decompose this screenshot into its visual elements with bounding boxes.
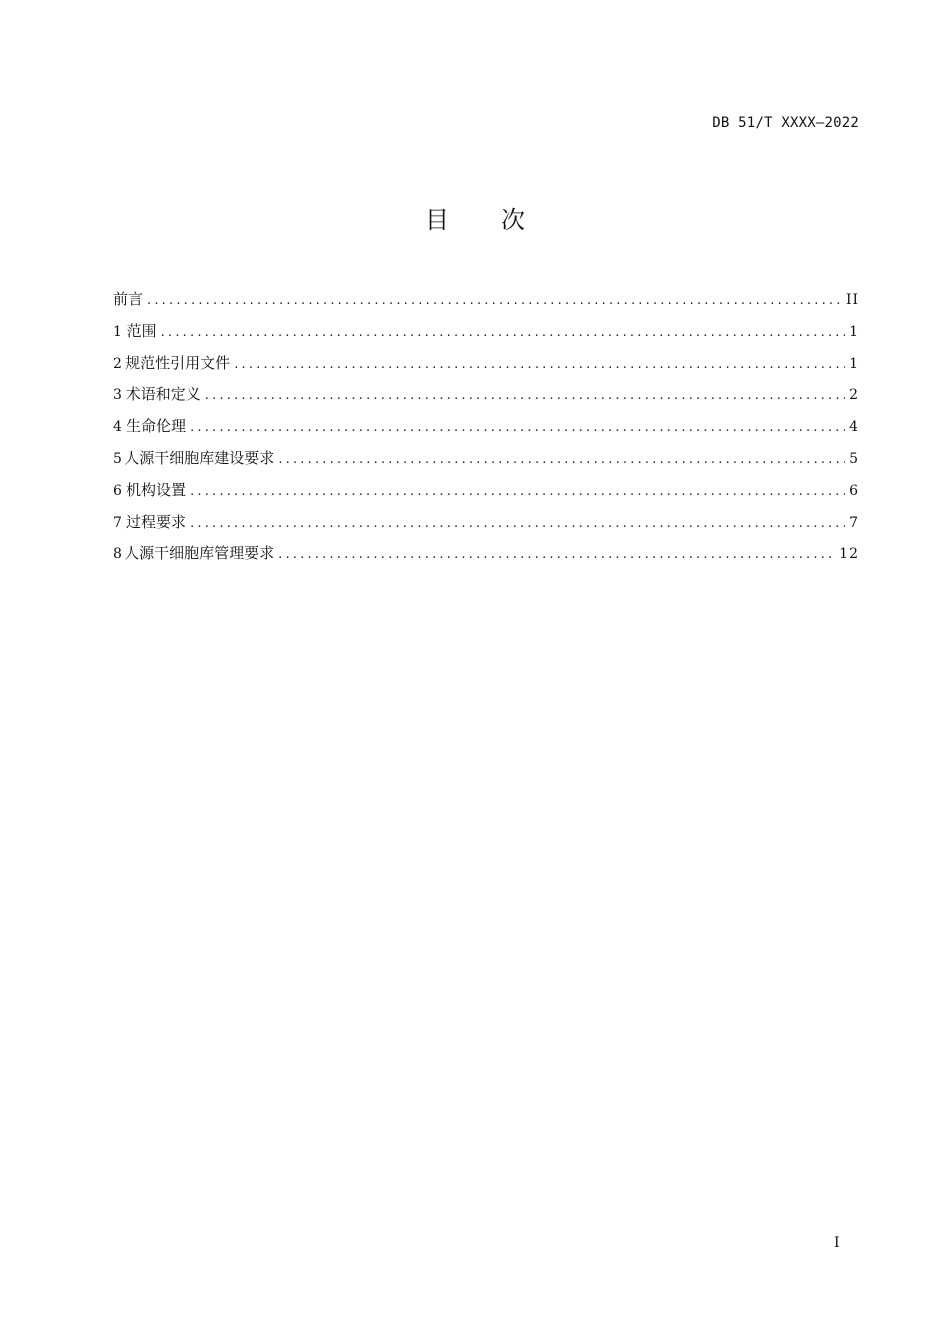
toc-entry-label[interactable]: 术语和定义 (125, 385, 201, 404)
toc-entry-page: 7 (849, 514, 859, 531)
toc-entry-number: 1 (113, 323, 122, 340)
toc-entry-label[interactable]: 范围 (126, 321, 157, 340)
toc-leader-dots (190, 480, 845, 504)
toc-entry-page: 1 (849, 323, 859, 340)
toc-entry-number: 6 (113, 482, 122, 499)
toc-leader-dots (234, 353, 845, 377)
toc-leader-dots (190, 512, 845, 536)
toc-entry-label[interactable]: 过程要求 (126, 512, 187, 531)
page-number: I (834, 1235, 840, 1251)
toc-entry-foreword[interactable] (113, 287, 859, 319)
toc-leader-dots (190, 416, 845, 440)
toc-entry-process-requirements[interactable] (113, 510, 859, 542)
toc-entry-bank-construction[interactable] (113, 446, 859, 478)
toc-entry-number: 7 (113, 514, 122, 531)
toc-entry-page: II (845, 292, 859, 308)
toc-entry-number: 4 (113, 419, 122, 436)
toc-title-char: 次 (501, 206, 525, 234)
toc-entry-bioethics[interactable] (113, 414, 859, 446)
toc-title (0, 200, 950, 235)
toc-entry-normative-references[interactable] (113, 351, 859, 383)
toc-leader-dots (205, 384, 845, 408)
toc-entry-page: 5 (849, 450, 859, 467)
toc-entry-organization[interactable] (113, 478, 859, 510)
toc-leader-dots (161, 321, 845, 345)
toc-entry-number: 3 (113, 387, 122, 404)
toc-entry-page: 4 (849, 419, 859, 436)
toc-entry-label[interactable]: 前言 (113, 290, 144, 308)
toc-entry-label[interactable]: 人源干细胞库建设要求 (124, 448, 275, 467)
table-of-contents (113, 287, 859, 573)
toc-entry-label[interactable]: 人源干细胞库管理要求 (124, 544, 275, 563)
toc-entry-label[interactable]: 规范性引用文件 (125, 353, 231, 372)
toc-entry-bank-management[interactable] (113, 541, 859, 573)
toc-title-char: 目 (425, 206, 449, 234)
toc-entry-page: 12 (839, 546, 859, 563)
toc-entry-page: 6 (849, 482, 859, 499)
toc-entry-number: 5 (113, 450, 122, 467)
toc-entry-label[interactable]: 生命伦理 (126, 417, 187, 436)
toc-leader-dots (278, 543, 835, 567)
toc-entry-scope[interactable] (113, 319, 859, 351)
toc-leader-dots (147, 289, 842, 313)
toc-entry-terms-definitions[interactable] (113, 382, 859, 414)
document-code: DB 51/T XXXX—2022 (712, 115, 859, 131)
toc-entry-page: 1 (849, 355, 859, 372)
toc-entry-page: 2 (849, 387, 859, 404)
toc-leader-dots (278, 448, 845, 472)
toc-entry-number: 2 (113, 355, 122, 372)
toc-entry-label[interactable]: 机构设置 (126, 480, 187, 499)
toc-entry-number: 8 (113, 546, 122, 563)
